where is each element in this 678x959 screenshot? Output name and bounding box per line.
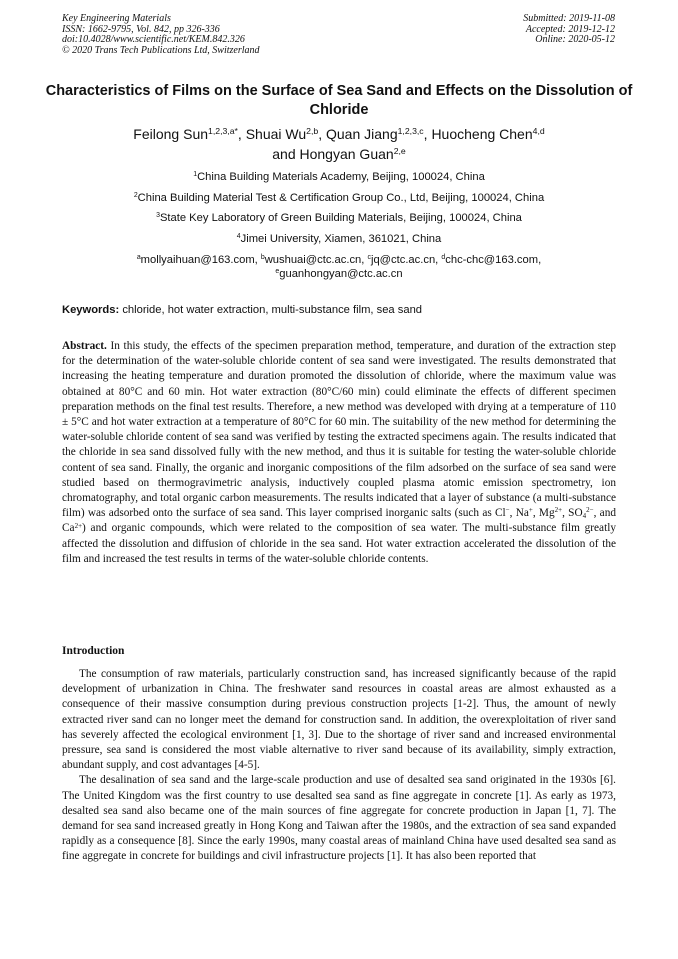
email-address[interactable]: chc-chc@163.com [445, 254, 539, 266]
ion-charge: − [505, 506, 510, 515]
introduction-section [62, 667, 616, 865]
email-separator: , [361, 254, 368, 266]
email-marker: d [441, 254, 446, 262]
email-address[interactable]: guanhongyan@ctc.ac.cn [279, 268, 403, 280]
affiliation-text: Jimei University, Xiamen, 361021, China [240, 232, 442, 245]
affiliation-marker: 1 [193, 171, 198, 179]
accepted-date: Accepted: 2019-12-12 [525, 23, 615, 35]
author-marker: 4,d [532, 126, 545, 137]
abstract-text-part1: In this study, the effects of the specimen preparation method, temperature, and duration of the extraction step for the determination of the water-soluble chloride content of sea sand were investigated. The results demonstrated that increasing the heating temperature and duration promoted the dissolution of chloride, where the maximum value was obtained at 80°C and 60 min. Hot water extraction (80°C/60 min) could eliminate the effects of different specimen preparation methods on the final test results. Therefore, a new method was developed with drying at a temperature of 110 ± 5°C and hot water extraction at a temperature of 80°C for 60 min. The suitability of the new method for determining the water-soluble chloride content of sea sand was verified by testing the extracted specimens again. The results indicated that the chloride in sea sand dissolved fully with the new method, and thus it is suitable for testing the water-soluble chloride content of sea sand. Finally, the organic and inorganic compositions of the film adsorbed on the surface of sea sand were studied based on thermogravimetric analysis, inductively coupled plasma atomic emission spectrometry, ion chromatography, and total organic carbon measurements. The results indicated that a layer of substance (a multi-substance film) was adsorbed onto the surface of sea sand. This layer comprised inorganic salts (such as Cl [62, 340, 616, 520]
affiliation-line [40, 167, 638, 188]
doi-line: doi:10.4028/www.scientific.net/KEM.842.326 [62, 34, 245, 45]
ion-subscript: 4 [582, 511, 587, 520]
journal-header-right [523, 14, 615, 46]
ion-charge: 2+ [554, 506, 563, 515]
email-address[interactable]: wushuai@ctc.ac.cn [264, 254, 362, 266]
affiliation-text: China Building Materials Academy, Beijing, 100024, China [197, 171, 485, 183]
author-separator: , [237, 126, 246, 142]
affiliation-marker: 3 [156, 212, 160, 220]
author-marker: 2,e [393, 146, 406, 157]
author-separator: , [423, 126, 432, 142]
email-address[interactable]: mollyaihuan@163.com [140, 254, 255, 266]
ion-charge: 2+ [74, 521, 83, 530]
affiliation-text: State Key Laboratory of Green Building Materials, Beijing, 100024, China [159, 212, 522, 224]
email-separator: , [435, 254, 442, 266]
copyright-line: © 2020 Trans Tech Publications Ltd, Switzerland [62, 44, 260, 56]
introduction-heading: Introduction [62, 645, 125, 657]
email-marker: c [367, 254, 371, 262]
author-list [40, 124, 638, 164]
ion-text: , SO [562, 507, 583, 520]
ion-charge: + [528, 506, 533, 515]
email-separator: , [538, 254, 542, 266]
paper-title: Characteristics of Films on the Surface of Sea Sand and Effects on the Dissolution of Chloride [45, 83, 633, 118]
affiliation-line [40, 208, 638, 229]
author-separator: and [272, 146, 300, 162]
introduction-paragraph: The desalination of sea sand and the large-scale production and use of desalted sea sand originated in the 1930s [6]. The United Kingdom was the first country to use desalted sea sand as fine aggregate in concrete [1]. As early as 1973, desalted sea sand also became one of the main sources of fine aggregate for concrete production in Japan [1, 7]. The demand for sea sand increased greatly in Hong Kong and Taiwan after the 1980s, and the extraction of sea sand expanded rapidly as a consequence [8]. Since the early 1990s, many coastal areas of mainland China have used desalted sea sand as fine aggregate in concrete for buildings and civil infrastructure projects [1]. It has also been reported that [62, 774, 616, 863]
author-name: Shuai Wu [245, 126, 307, 142]
ion-text: , and Ca [62, 507, 616, 535]
abstract-text-part2: ) and organic compounds, which were related to the composition of sea water. The multi-substance film greatly affected the dissolution and diffusion of chloride in the sea sand. Hot water extraction accelerated the dissolution of the film and increased the test results in terms of the water-soluble chloride contents. [62, 522, 616, 565]
email-marker: a [136, 254, 141, 262]
journal-name: Key Engineering Materials [62, 13, 171, 24]
keywords-label: Keywords: [62, 304, 120, 316]
affiliation-line [40, 188, 638, 209]
issn-line: ISSN: 1662-9795, Vol. 842, pp 326-336 [62, 23, 220, 35]
email-separator: , [254, 254, 261, 266]
affiliation-line [40, 229, 638, 250]
author-name: Hongyan Guan [299, 146, 394, 162]
introduction-paragraph: The consumption of raw materials, particularly construction sand, has increased significantly because of the rapid development of urbanization in China. The freshwater sand resources in coastal areas are almost exhausted as a consequence of their massive consumption during previous construction projects [1-2]. Thus, the amount of newly extracted river sand can no longer meet the demand for construction sand. In addition, the overexploitation of river sand has severely affected the ecological environment [1, 3]. Due to the shortage of river sand and increased environmental pressure, sea sand is considered the most viable alternative to river sand because of its availability, simply extraction, abundant supply, and cost advantages [4-5]. [62, 668, 616, 772]
author-marker: 1,2,3,a* [208, 126, 238, 137]
online-date: Online: 2020-05-12 [535, 34, 615, 45]
author-separator: , [318, 126, 326, 142]
author-marker: 2,b [306, 126, 319, 137]
ion-text: , Mg [532, 507, 555, 520]
affiliation-marker: 2 [133, 191, 138, 199]
submitted-date: Submitted: 2019-11-08 [523, 13, 615, 24]
ion-text: , Na [509, 507, 529, 520]
ion-charge: 2− [586, 506, 594, 515]
affiliation-text: China Building Material Test & Certification Group Co., Ltd, Beijing, 100024, China [137, 191, 545, 204]
email-block [40, 253, 638, 281]
email-address[interactable]: jq@ctc.ac.cn [370, 254, 436, 266]
email-marker: b [260, 254, 265, 262]
keywords-line [62, 303, 616, 318]
affiliation-block [40, 167, 638, 281]
keywords-text: chloride, hot water extraction, multi-substance film, sea sand [122, 304, 423, 316]
abstract-paragraph [62, 339, 616, 567]
author-name: Feilong Sun [133, 126, 209, 142]
affiliation-marker: 4 [236, 232, 241, 240]
email-marker: e [275, 268, 280, 276]
abstract-label: Abstract. [62, 340, 107, 352]
journal-header-left [62, 14, 260, 56]
author-marker: 1,2,3,c [397, 126, 424, 137]
author-name: Quan Jiang [326, 126, 398, 142]
author-name: Huocheng Chen [431, 126, 533, 142]
